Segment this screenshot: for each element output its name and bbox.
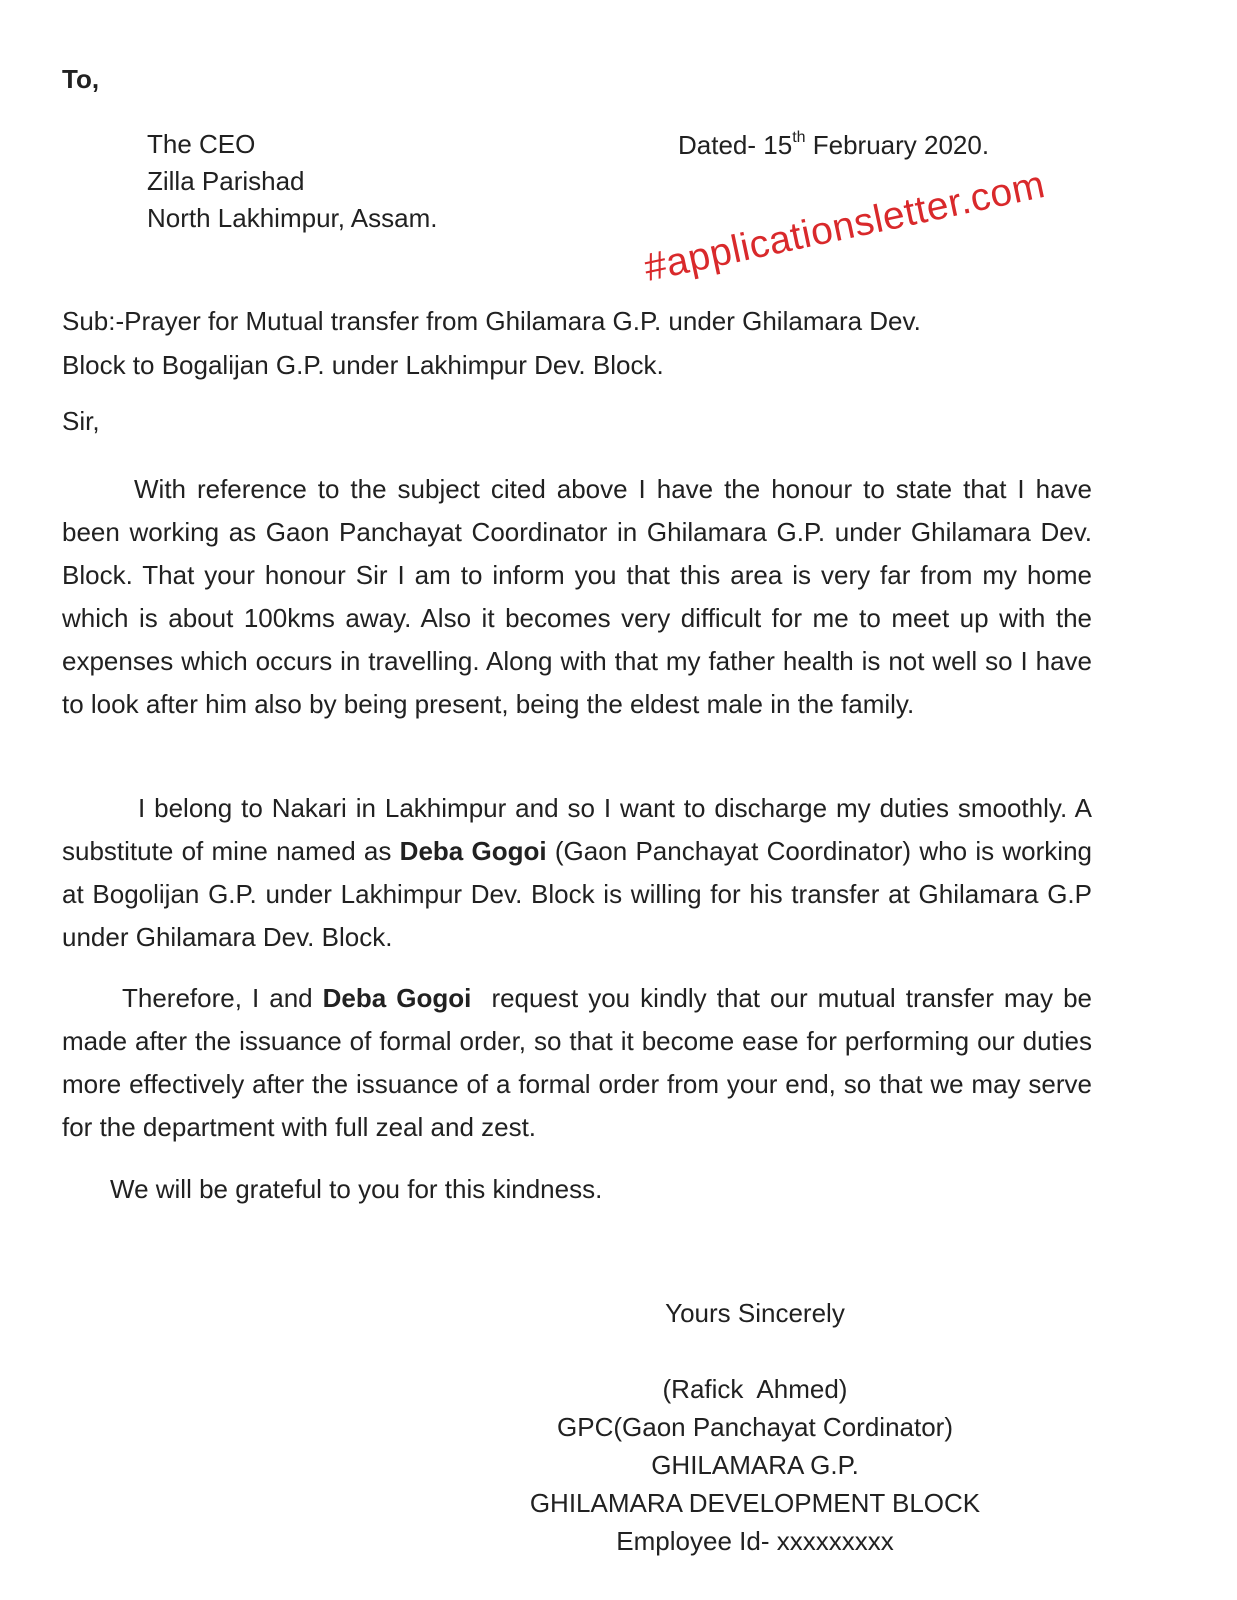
- subject-block: [62, 299, 921, 387]
- recipient-line-1: The CEO: [147, 129, 256, 159]
- body-paragraph-3: [62, 977, 1092, 1149]
- to-label: To,: [62, 64, 100, 94]
- signatory-designation: GPC(Gaon Panchayat Cordinator): [557, 1412, 953, 1442]
- valediction: Yours Sincerely: [665, 1298, 845, 1328]
- signatory-name: (Rafick Ahmed): [662, 1374, 848, 1404]
- signatory-dev-block: GHILAMARA DEVELOPMENT BLOCK: [529, 1488, 981, 1518]
- recipient-line-3: North Lakhimpur, Assam.: [147, 203, 438, 233]
- signature-block: [340, 1294, 1170, 1560]
- salutation: Sir,: [62, 406, 100, 436]
- paragraph-3-text: Therefore, I and: [122, 983, 323, 1013]
- date-text: Dated- 15: [678, 130, 793, 160]
- paragraph-2-text: I belong to Nakari in Lakhimpur and so I want to discharge my duties smoothly. A substitute of mine named as: [62, 793, 1092, 866]
- date-line: [678, 130, 989, 161]
- subject-line-2: Block to Bogalijan G.P. under Lakhimpur Dev. Block.: [62, 350, 664, 380]
- signatory-gp: GHILAMARA G.P.: [651, 1450, 859, 1480]
- closing-line: We will be grateful to you for this kindness.: [110, 1174, 603, 1204]
- date-ordinal-suffix: th: [792, 129, 806, 147]
- body-paragraph-1: With reference to the subject cited above I have the honour to state that I have been working as Gaon Panchayat Coordinator in Ghilamara G.P. under Ghilamara Dev. Block. That your honour Sir I am to inform you that this area is very far from my home which is about 100kms away. Also it becomes very difficult for me to meet up with the expenses which occurs in travelling. Along with that my father health is not well so I have to look after him also by being present, being the eldest male in the family.: [62, 474, 1092, 719]
- paragraph-3-text-rest: request you kindly that our mutual transfer may be made after the issuance of formal order, so that it become ease for performing our duties more effectively after the issuance of a formal order from your end, so that we may serve for the department with full zeal and zest.: [62, 983, 1092, 1142]
- paragraph-2-text-rest: (Gaon Panchayat Coordinator) who is working at Bogolijan G.P. under Lakhimpur Dev. Block is willing for his transfer at Ghilamara G.P under Ghilamara Dev. Block.: [62, 836, 1092, 952]
- watermark-text: #applicationsletter.com: [640, 163, 1049, 290]
- signatory-employee-id: Employee Id- xxxxxxxxx: [616, 1526, 894, 1556]
- subject-line-1: Sub:-Prayer for Mutual transfer from Ghilamara G.P. under Ghilamara Dev.: [62, 306, 921, 336]
- recipient-address: [147, 126, 437, 237]
- substitute-name-bold: Deba Gogoi: [399, 836, 547, 866]
- date-text-rest: February 2020.: [805, 130, 990, 160]
- substitute-name-bold: Deba Gogoi: [322, 983, 472, 1013]
- body-paragraph-2: [62, 787, 1092, 959]
- recipient-line-2: Zilla Parishad: [147, 166, 305, 196]
